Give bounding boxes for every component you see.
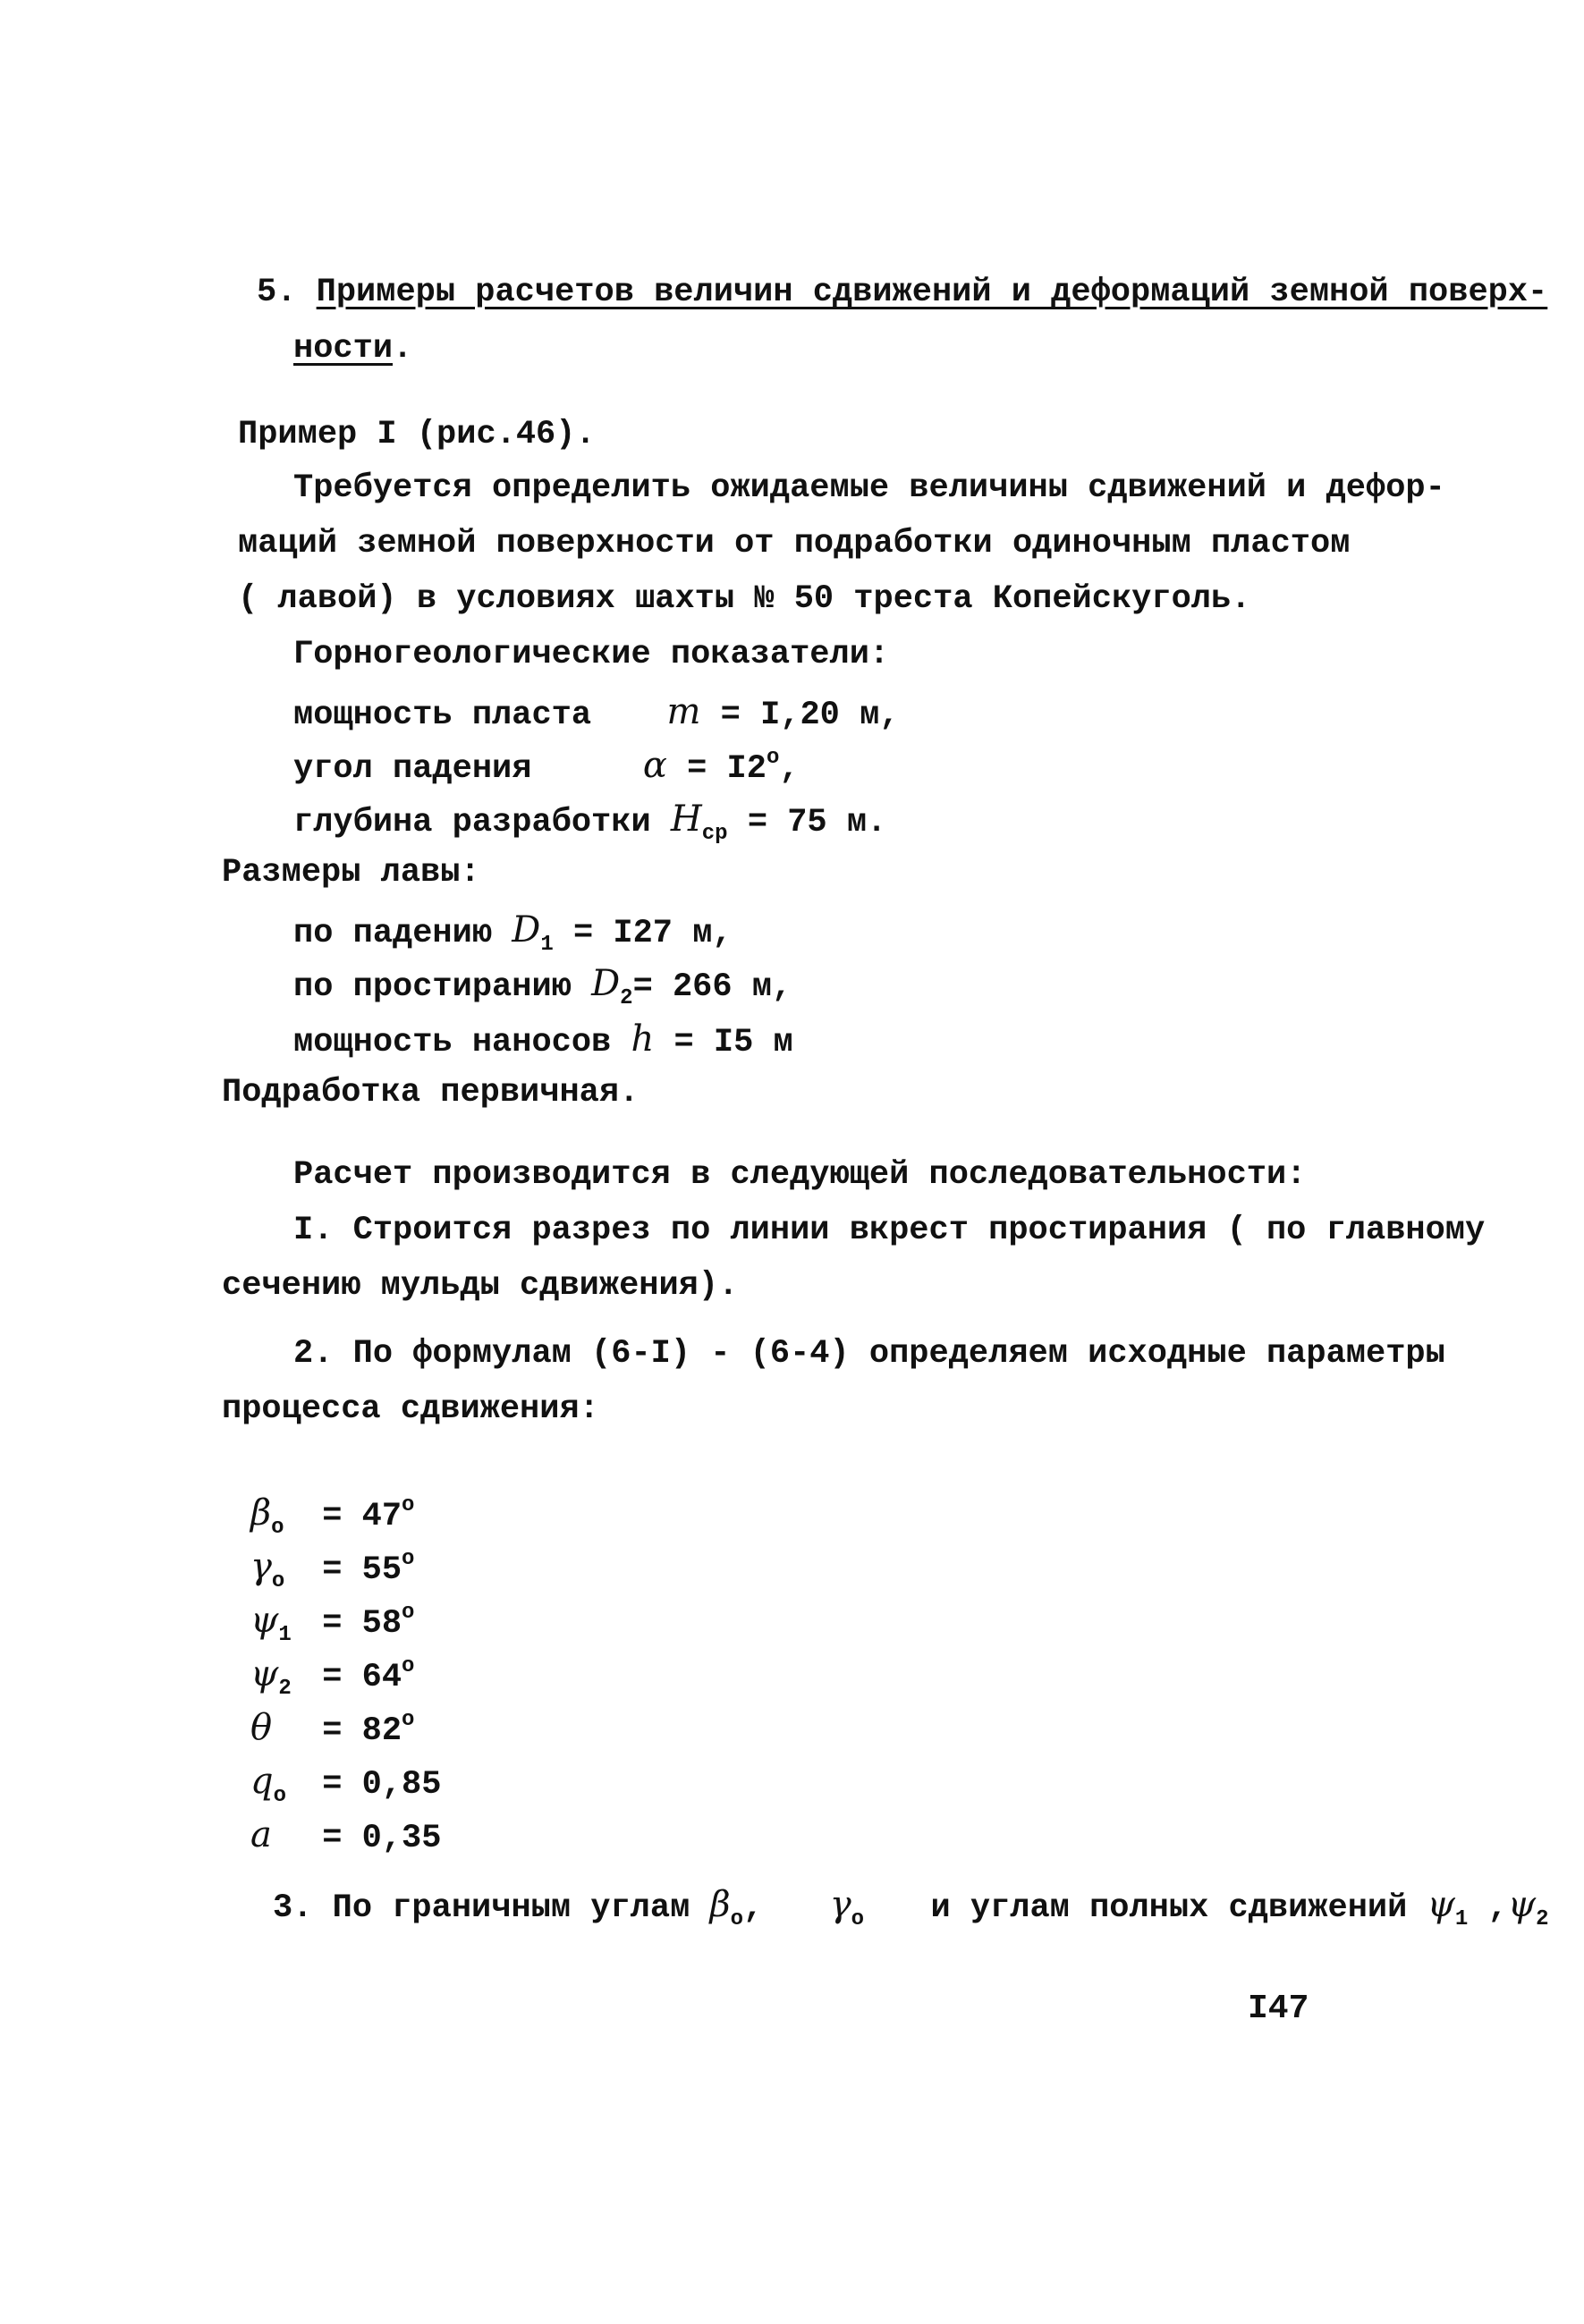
dip-value: = I27 м, (572, 915, 733, 952)
step3-text2: и углам полных сдвижений (930, 1889, 1408, 1927)
sediment-label: мощность наносов (293, 1024, 612, 1061)
procedure-intro: Расчет производится в следующей последовательности: (293, 1156, 1307, 1194)
theta-value: = 82 (322, 1712, 402, 1750)
a-value: = 0,35 (322, 1820, 442, 1857)
strike-subscript: 2 (620, 986, 633, 1010)
angle-degree: о (766, 746, 780, 770)
page-number: I47 (1248, 1990, 1309, 2028)
strike-value: = 266 м, (632, 968, 792, 1006)
dip-symbol: D (512, 909, 541, 951)
task-line-3: ( лавой) в условиях шахты № 50 треста Копейскуголь. (238, 580, 1251, 618)
param-psi2: $\psi_2 = 64^о$ (250, 1653, 415, 1701)
dip-label: по падению (293, 915, 493, 952)
angle-symbol: α (642, 745, 667, 786)
param-a (250, 1814, 442, 1861)
step3-text1: 3. По граничным углам (273, 1889, 690, 1927)
param-q: $q_о = 0,85$ (250, 1761, 442, 1808)
face-sediment (293, 1018, 793, 1061)
depth-subscript: ср (701, 822, 728, 846)
psi2-value: = 64 (322, 1659, 402, 1696)
section-heading-cont (293, 330, 413, 368)
a-symbol: a (250, 1814, 272, 1855)
angle-value: = I2 (687, 750, 767, 788)
step1-line-1: I. Строится разрез по линии вкрест простирания ( по главному (293, 1212, 1486, 1249)
section-heading (257, 276, 1547, 309)
step3-psi1-symbol: ψ (1427, 1884, 1455, 1925)
task-line-2: маций земной поверхности от подработки одиночным пластом (238, 525, 1351, 562)
geology-thickness (293, 691, 900, 734)
param-gamma: $\gamma_о = 55^о$ (250, 1546, 415, 1593)
step3-beta-symbol: β (709, 1884, 731, 1925)
example-label: Пример I (рис.46). (238, 416, 596, 453)
gamma-value: = 55 (322, 1551, 402, 1589)
step2-line-2: процесса сдвижения: (222, 1390, 599, 1428)
task-line-1: Требуется определить ожидаемые величины сдвижений и дефор- (293, 469, 1445, 507)
dip-subscript: 1 (540, 933, 554, 957)
param-psi1: $\psi_1 = 58^о$ (250, 1600, 415, 1647)
beta-symbol: β (250, 1492, 272, 1534)
face-dip (293, 909, 733, 957)
thickness-symbol: m (666, 691, 701, 732)
step1-line-2: сечению мульды сдвижения). (222, 1267, 739, 1305)
thickness-value: = I,20 м, (720, 697, 900, 734)
sediment-value: = I5 м (673, 1024, 793, 1061)
geology-angle (293, 745, 800, 788)
q-symbol: q (250, 1761, 274, 1802)
sediment-symbol: h (631, 1018, 655, 1060)
section-number: 5. (257, 274, 297, 311)
step3-line: 3. По граничным углам $\beta_о$, $\gamma_о$ и углам полных сдвижений $\psi_1$ $,\psi_2$ (273, 1884, 1549, 1931)
strike-symbol: D (591, 963, 621, 1004)
undermining-note: Подработка первичная. (222, 1074, 640, 1111)
section-title-line2: ности (293, 330, 394, 368)
depth-symbol: H (670, 799, 702, 840)
theta-symbol: θ (250, 1707, 273, 1748)
section-title-end: . (393, 330, 413, 368)
param-beta: $\beta_о = 47^о$ (250, 1492, 415, 1540)
depth-label: глубина разработки (293, 804, 651, 841)
geology-heading: Горногеологические показатели: (293, 636, 890, 673)
gamma-symbol: γ (250, 1546, 272, 1587)
step3-gamma-symbol: γ (829, 1884, 851, 1925)
psi1-symbol: ψ (250, 1600, 279, 1641)
param-theta: $\theta = 82^о$ (250, 1707, 415, 1750)
psi1-value: = 58 (322, 1605, 402, 1643)
face-strike (293, 963, 792, 1010)
psi2-symbol: ψ (250, 1653, 279, 1694)
angle-label: угол падения (293, 750, 532, 788)
step2-line-1: 2. По формулам (6-I) - (6-4) определяем исходные параметры (293, 1335, 1445, 1373)
thickness-label: мощность пласта (293, 697, 592, 734)
depth-value: = 75 м. (747, 804, 887, 841)
strike-label: по простиранию (293, 968, 572, 1006)
beta-value: = 47 (322, 1498, 402, 1535)
face-heading: Размеры лавы: (222, 854, 480, 892)
step3-psi2-symbol: ψ (1507, 1884, 1537, 1925)
geology-depth (293, 801, 886, 845)
angle-end: , (779, 750, 800, 788)
q-value: = 0,85 (322, 1766, 442, 1804)
section-title-line1: Примеры расчетов величин сдвижений и деформаций земной поверх- (316, 274, 1548, 311)
